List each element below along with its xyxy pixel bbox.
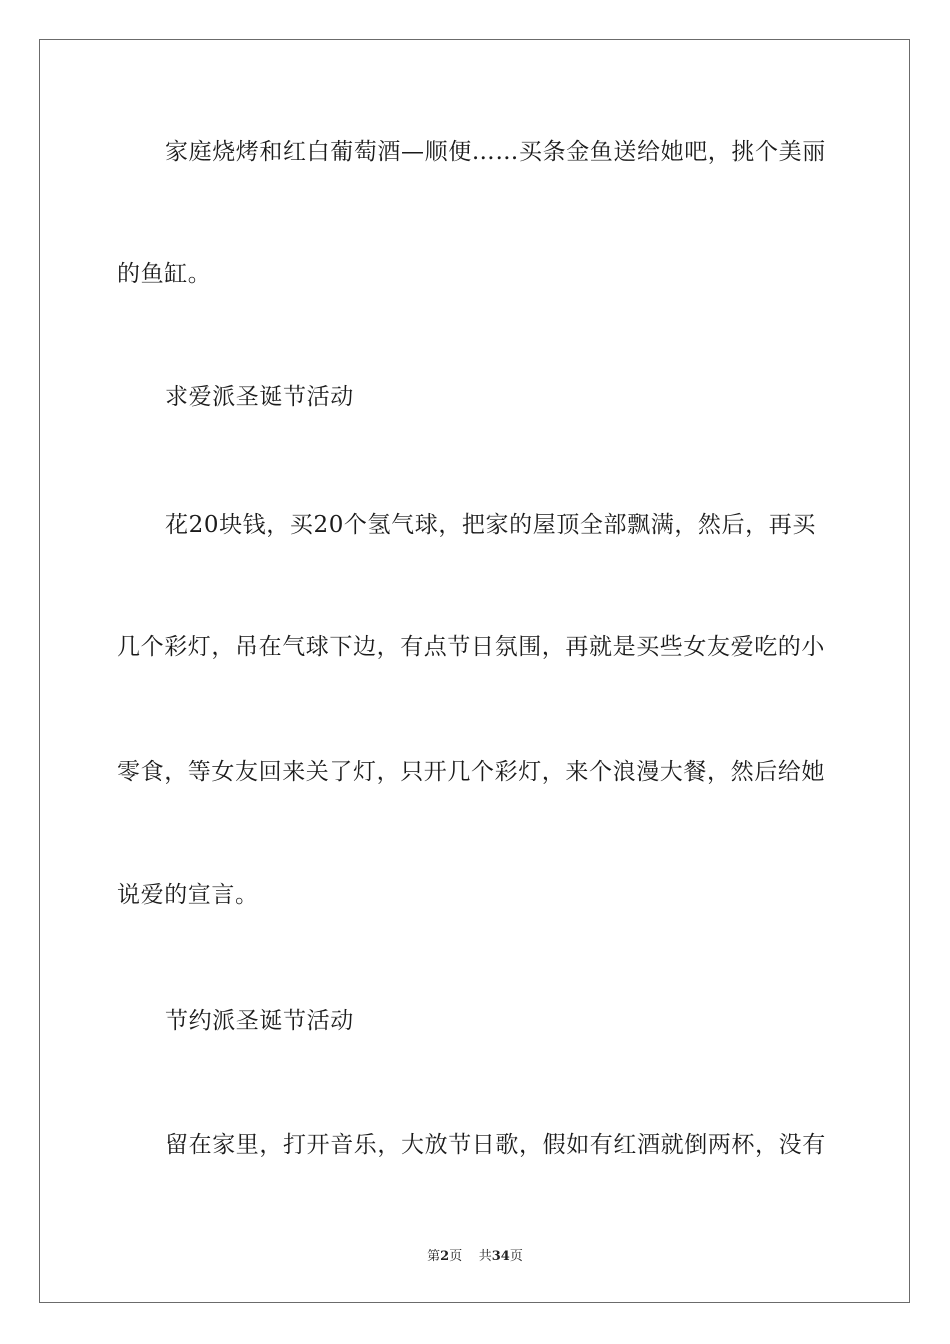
section-heading-courtship: 求爱派圣诞节活动 — [165, 384, 354, 410]
paragraph-line-4: 几个彩灯，吊在气球下边，有点节日氛围，再就是买些女友爱吃的小 — [117, 634, 825, 660]
page-prefix: 第 — [427, 1249, 441, 1264]
paragraph-line-7: 留在家里，打开音乐，大放节日歌，假如有红酒就倒两杯，没有 — [165, 1132, 826, 1158]
paragraph-line-6: 说爱的宣言。 — [117, 882, 259, 908]
paragraph-line-3: 花20块钱，买20个氢气球，把家的屋顶全部飘满，然后，再买 — [165, 512, 816, 538]
total-suffix: 页 — [509, 1249, 523, 1264]
paragraph-line-1: 家庭烧烤和红白葡萄酒—顺便……买条金鱼送给她吧，挑个美丽 — [165, 139, 826, 165]
paragraph-line-5: 零食，等女友回来关了灯，只开几个彩灯，来个浪漫大餐，然后给她 — [117, 759, 825, 785]
page-border — [39, 39, 910, 1303]
total-prefix: 共 — [478, 1249, 492, 1264]
paragraph-line-2: 的鱼缸。 — [117, 261, 212, 287]
page-footer — [0, 1249, 950, 1265]
section-heading-thrifty: 节约派圣诞节活动 — [165, 1008, 354, 1034]
page-number: 2 — [440, 1249, 450, 1264]
total-pages: 34 — [491, 1249, 510, 1264]
page-suffix: 页 — [449, 1249, 463, 1264]
